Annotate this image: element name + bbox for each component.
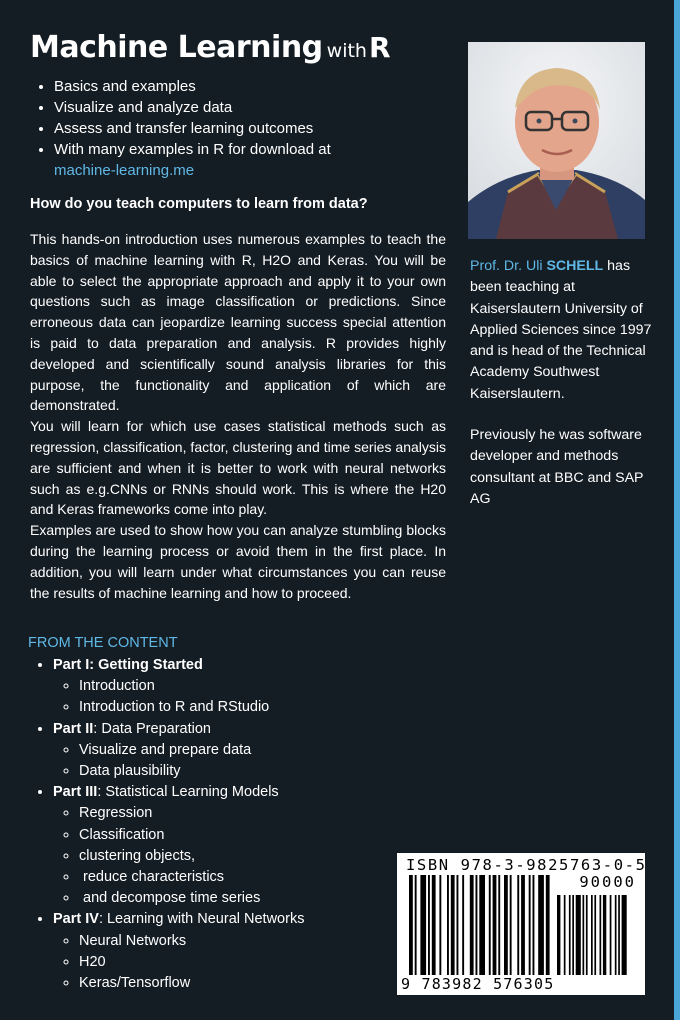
feature-item: • Basics and examples [54, 76, 474, 97]
chapter-item: ◦ Visualize and prepare data [79, 740, 433, 761]
part-item: • Part IV: Learning with Neural Networks ◦ Neural Networks ◦ H20 ◦ Keras/Tensorflow [53, 909, 433, 994]
chapter-item: ◦ Classification [79, 825, 433, 846]
intro-paragraph: Examples are used to show how you can analyze stumbling blocks during the learning process or avoid them in the first place. In addition, you will learn under what circumstances you can reuse the results of machine learning and how to proceed. [30, 522, 446, 601]
feature-list [34, 76, 474, 181]
part-item: • Part II: Data Preparation ◦ Visualize and prepare data ◦ Data plausibility [53, 719, 433, 783]
chapter-item: ◦ clustering objects, [79, 846, 433, 867]
author-photo [468, 42, 645, 239]
contents-heading: FROM THE CONTENT [28, 635, 178, 651]
book-title: Machine Learning withR [30, 30, 391, 65]
author-portrait-icon [468, 42, 645, 239]
feature-item: • Visualize and analyze data [54, 97, 474, 118]
intro-text [30, 229, 446, 603]
contents-list [33, 655, 433, 994]
price-code: 90000 [579, 873, 636, 891]
chapter-item: ◦ Regression [79, 803, 433, 824]
author-bio: Prof. Dr. Uli SCHELL has been teaching at Kaiserslautern University of Applied Sciences since 1997 and is head of the Technical Academy Southwest Kaiserslautern. Previously he was software developer and methods consultant at BBC and SAP AG [470, 256, 660, 510]
intro-paragraph: This hands-on introduction uses numerous examples to teach the basics of machine learning with R, H2O and Keras. You will be able to select the appropriate approach and apply it to your own questions such as image classification or predictions. Since erroneous data can jeopardize learning success special attention is paid to data preparation and analysis. R provides highly developed and scientifically sound analysis libraries for this purpose, the functionality and application of which are demonstrated. [30, 231, 446, 414]
part-item: • Part I: Getting Started ◦ Introduction ◦ Introduction to R and RStudio [53, 655, 433, 719]
author-bio-second: Previously he was software developer and methods consultant at BBC and SAP AG [470, 427, 644, 507]
lead-question: How do you teach computers to learn from data? [30, 196, 368, 212]
chapter-item: ◦ H20 [79, 952, 433, 973]
ean-digits: 9 783982 576305 [401, 975, 555, 993]
chapter-item: ◦ Data plausibility [79, 761, 433, 782]
chapter-item: ◦ Neural Networks [79, 931, 433, 952]
part-item: • Part III: Statistical Learning Models ◦ Regression ◦ Classification ◦ clustering objects, ◦ reduce characteristics ◦ and decompose time series [53, 782, 433, 909]
isbn-barcode [397, 853, 645, 995]
website-link[interactable]: machine-learning.me [54, 162, 195, 179]
chapter-item: ◦ Introduction [79, 676, 433, 697]
feature-item: • Assess and transfer learning outcomes [54, 118, 474, 139]
chapter-item: ◦ and decompose time series [79, 888, 433, 909]
isbn-number: ISBN 978-3-9825763-0-5 [406, 856, 647, 874]
chapter-item: ◦ reduce characteristics [79, 867, 433, 888]
chapter-item: ◦ Keras/Tensorflow [79, 973, 433, 994]
feature-item: • With many examples in R for download at machine-learning.me [54, 139, 474, 181]
author-name: Prof. Dr. Uli SCHELL [470, 258, 604, 274]
chapter-item: ◦ Introduction to R and RStudio [79, 697, 433, 718]
intro-paragraph: You will learn for which use cases statistical methods such as regression, classification, factor, clustering and time series analysis are sufficient and when it is better to work with neural networks such as e.g.CNNs or RNNs should work. This is where the H20 and Keras frameworks come into play. [30, 418, 446, 518]
spine-edge-strip [674, 0, 680, 1020]
